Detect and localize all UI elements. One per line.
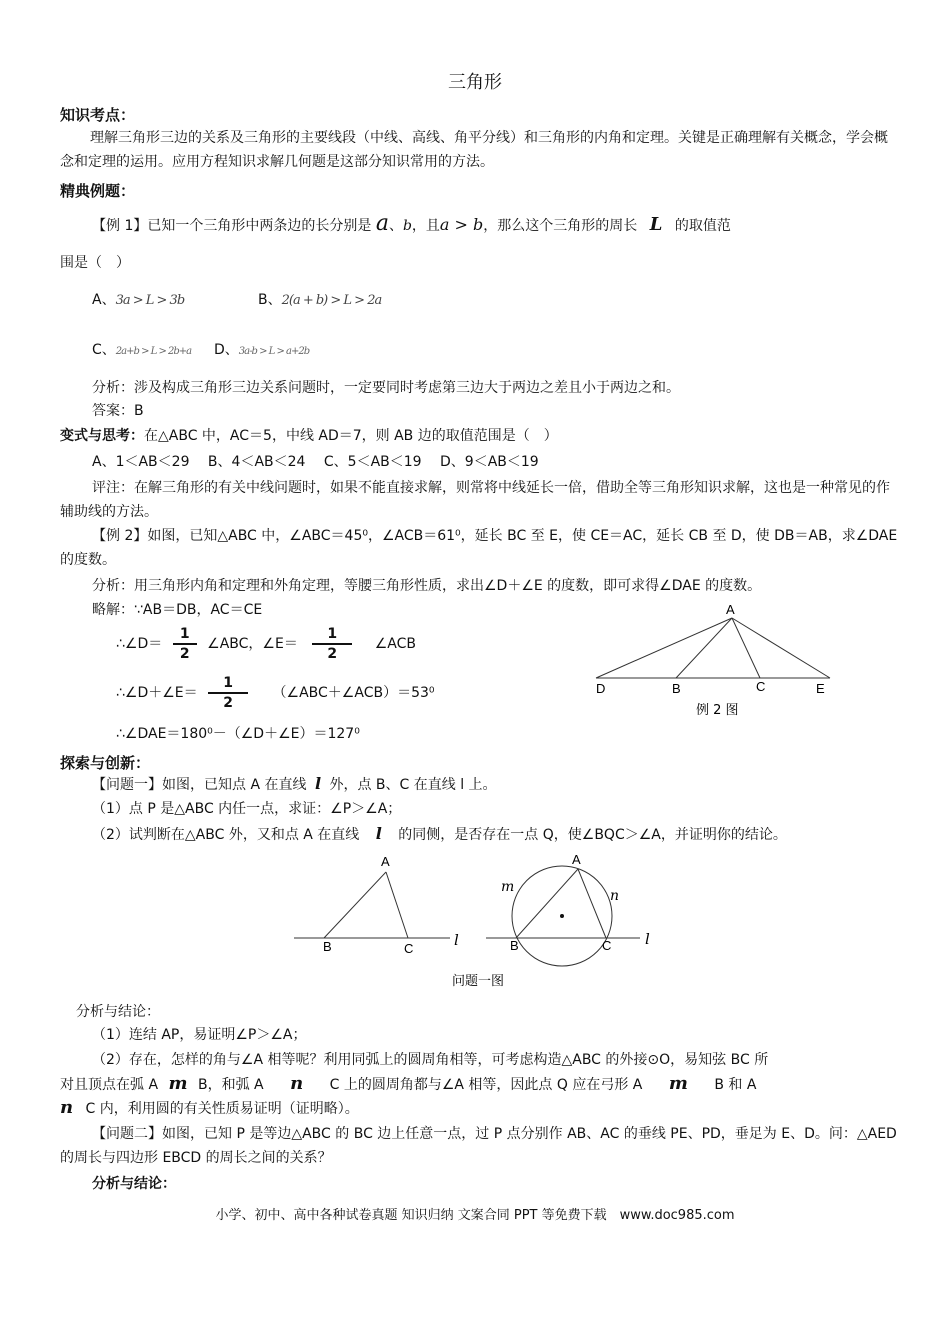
example1-analysis: 分析：涉及构成三角形三边关系问题时，一定要同时考虑第三边大于两边之差且小于两边之和。 [92, 380, 680, 396]
section-knowledge: 知识考点： [60, 106, 136, 124]
variant-options: A、1＜AB＜29 B、4＜AB＜24 C、5＜AB＜19 D、9＜AB＜19 [92, 454, 539, 470]
arc-m-symbol: m [168, 1073, 188, 1094]
segment-ab-right [516, 869, 578, 938]
arc-n-symbol: n [290, 1073, 304, 1094]
segment-ae [732, 618, 830, 678]
example2-solution-line2: ∴∠D＝ $\frac{1}{2}$ ∠ABC，∠E＝ $\frac{1}{2}$ ∠ACB [116, 626, 416, 662]
problem2-text: 【问题二】如图，已知 P 是等边△ABC 的 BC 边上任意一点，过 P 点分别作 AB、AC 的垂线 PE、PD，垂足为 E、D。问：△AED 的周长与四边形 EBCD 的周长之间的关系？ [60, 1126, 897, 1166]
label-b-left: B [323, 939, 332, 954]
problem1-figure [288, 850, 668, 995]
problem1-text3: （2）试判断在△ABC 外，又和点 A 在直线 l 的同侧，是否存在一点 Q，使∠BQC＞∠A，并证明你的结论。 [92, 824, 787, 843]
option-a: A、3a > L > 3b [92, 292, 185, 308]
label-c-left: C [404, 941, 414, 956]
label-a-left: A [381, 854, 390, 869]
segment-ab-left [324, 872, 386, 938]
analysis1-line4: n C 内，利用圆的有关性质易证明（证明略）。 [60, 1097, 359, 1118]
label-a-right: A [572, 852, 581, 867]
example1-answer: 答案：B [92, 403, 144, 419]
segment-ac-left [386, 872, 408, 938]
section-explore: 探索与创新： [60, 754, 151, 772]
label-c: C [756, 679, 766, 694]
example2-question: 【例 2】如图，已知△ABC 中，∠ABC＝45⁰，∠ACB＝61⁰，延长 BC 至 E，使 CE＝AC，延长 CB 至 D，使 DB＝AB，求∠DAE 的度数。 [60, 528, 898, 568]
example2-solution-line3: ∴∠D＋∠E＝ $\frac{1}{2}$ （∠ABC＋∠ACB）＝53⁰ [116, 675, 435, 711]
label-e: E [816, 681, 825, 696]
example1-question-line2: 围是（ ） [60, 255, 130, 271]
line-l-symbol: l [314, 774, 322, 793]
var-L: L [649, 214, 663, 235]
problem1-caption: 问题一图 [452, 974, 505, 989]
label-l-right: l [645, 930, 650, 948]
option-c: C、2a+b > L > 2b+a [92, 342, 192, 358]
problem1-text2: （1）点 P 是△ABC 内任一点，求证：∠P＞∠A； [92, 801, 402, 817]
section-examples: 精典例题： [60, 182, 136, 200]
analysis1-line3: 对且顶点在弧 A m B，和弧 A n C 上的圆周角都与∠A 相等，因此点 Q 应在弓形 A m B 和 A [60, 1073, 757, 1094]
line-l-symbol-2: l [375, 824, 382, 843]
option-c-expr: 2a+b > L > 2b+a [115, 346, 192, 357]
section-analysis-2: 分析与结论： [92, 1176, 176, 1192]
example2-analysis: 分析：用三角形内角和定理和外角定理，等腰三角形性质，求出∠D＋∠E 的度数，即可求得∠DAE 的度数。 [92, 578, 762, 594]
circle-center-dot [560, 914, 564, 918]
fraction-half: $\frac{1}{2}$ [173, 625, 197, 663]
section-analysis-1: 分析与结论： [76, 1004, 160, 1020]
knowledge-text: 理解三角形三边的关系及三角形的主要线段（中线、高线、角平分线）和三角形的内角和定理。关键是正确理解有关概念，学会概念和定理的运用。应用方程知识求解几何题是这部分知识常用的方法。 [60, 130, 888, 170]
label-b: B [672, 681, 681, 696]
label-a: A [726, 602, 735, 617]
label-b-right: B [510, 938, 519, 953]
label-l-left: l [454, 931, 459, 949]
condition-expr: a > b [439, 215, 484, 234]
problem1-text1: 【问题一】如图，已知点 A 在直线 l 外，点 B、C 在直线 l 上。 [92, 774, 497, 793]
option-a-expr: 3a > L > 3b [115, 293, 185, 308]
segment-ac-right [578, 869, 606, 938]
example2-caption: 例 2 图 [696, 703, 739, 718]
variant-question: 变式与思考：在△ABC 中，AC＝5，中线 AD＝7，则 AB 边的取值范围是（ ） [60, 428, 558, 444]
label-m: m [501, 879, 515, 895]
example2-solution-line1: 略解：∵AB＝DB，AC＝CE [92, 602, 263, 618]
option-d: D、3a-b > L > a+2b [214, 342, 310, 358]
segment-ad [596, 618, 732, 678]
fraction-half-3: $\frac{1}{2}$ [208, 674, 248, 712]
example2-solution-line4: ∴∠DAE＝180⁰－（∠D＋∠E）＝127⁰ [116, 726, 360, 742]
option-b: B、2(a + b) > L > 2a [258, 292, 382, 308]
fraction-half-2: $\frac{1}{2}$ [312, 625, 352, 663]
label-n: n [610, 888, 620, 904]
label-d: D [596, 681, 606, 696]
analysis1-line1: （1）连结 AP，易证明∠P＞∠A； [92, 1027, 307, 1043]
example2-figure [590, 598, 840, 723]
var-b: b [402, 218, 412, 234]
analysis1-line2: （2）存在，怎样的角与∠A 相等呢？利用同弧上的圆周角相等，可考虑构造△ABC 的外接⊙O，易知弦 BC 所 [92, 1052, 769, 1068]
page-footer: 小学、初中、高中各种试卷真题 知识归纳 文案合同 PPT 等免费下载 www.doc985.com [215, 1208, 735, 1223]
example1-question: 【例 1】已知一个三角形中两条边的长分别是 a、b，且a > b，那么这个三角形的周长 L 的取值范 [92, 211, 731, 236]
option-b-expr: 2(a + b) > L > 2a [281, 293, 382, 308]
label-c-right: C [602, 938, 612, 953]
var-a: a [375, 211, 389, 236]
variant-comment: 评注：在解三角形的有关中线问题时，如果不能直接求解，则常将中线延长一倍，借助全等三角形知识求解，这也是一种常见的作辅助线的方法。 [60, 480, 890, 520]
option-d-expr: 3a-b > L > a+2b [238, 346, 310, 357]
arc-m-symbol-2: m [668, 1073, 688, 1094]
page-title: 三角形 [448, 72, 502, 93]
segment-ab [676, 618, 732, 678]
arc-n-symbol-2: n [60, 1097, 74, 1118]
